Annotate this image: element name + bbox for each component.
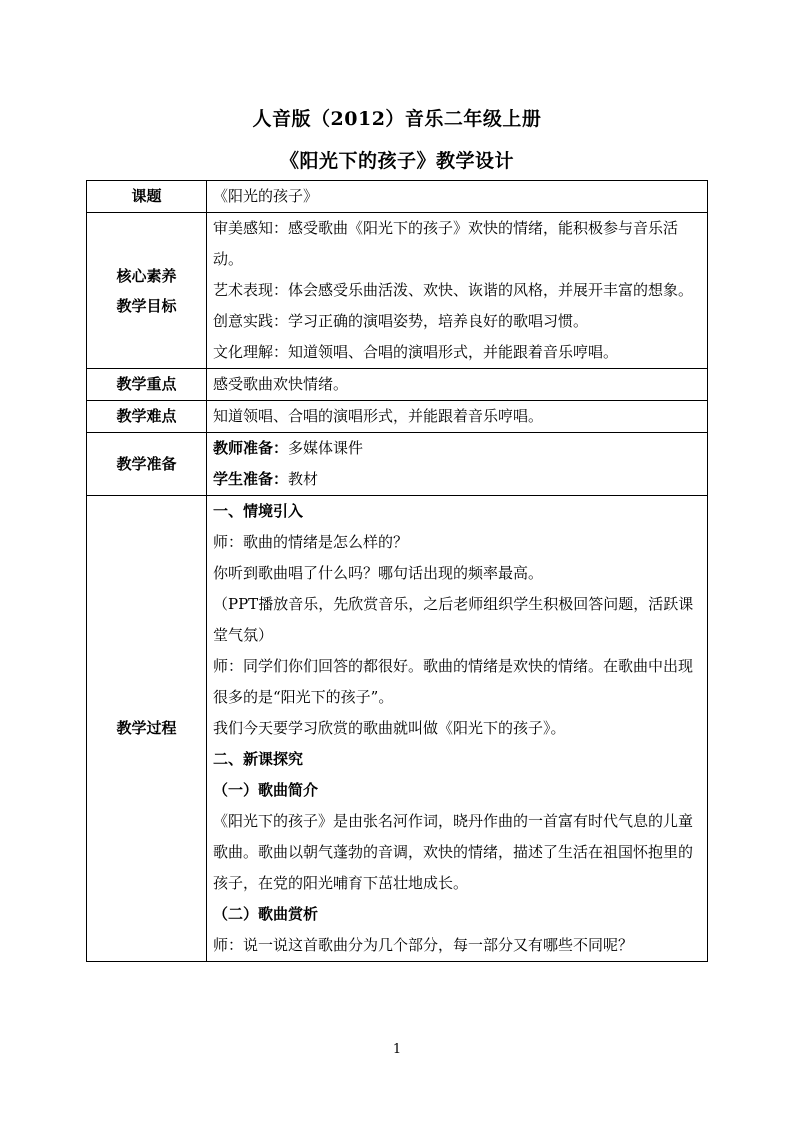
difficulty-label: 教学难点	[87, 401, 207, 433]
table-row-process	[87, 496, 708, 962]
difficulty-value: 知道领唱、合唱的演唱形式，并能跟着音乐哼唱。	[207, 401, 708, 433]
objectives-label	[87, 213, 207, 369]
paragraph: 你听到歌曲唱了什么吗？哪句话出现的频率最高。	[213, 564, 544, 582]
document-title: 人音版（2012）音乐二年级上册	[252, 108, 542, 130]
paragraph: 《阳光下的孩子》是由张名河作词，晓丹作曲的一首富有时代气息的儿童歌曲。歌曲以朝气蓬勃的音调，欢快的情绪，描述了生活在祖国怀抱里的孩子，在党的阳光哺育下茁壮地成长。	[213, 812, 694, 892]
lesson-plan-table	[86, 180, 708, 962]
subsection-heading: （一）歌曲简介	[213, 781, 319, 799]
teacher-preparation-label: 教师准备：	[213, 439, 289, 457]
section-heading: 二、新课探究	[213, 750, 304, 768]
process-label: 教学过程	[87, 496, 207, 962]
paragraph: 师：同学们你们回答的都很好。歌曲的情绪是欢快的情绪。在歌曲中出现很多的是“阳光下的孩子”。	[213, 657, 694, 706]
objectives-label-line1: 核心素养	[116, 266, 177, 285]
objectives-label-line2: 教学目标	[116, 296, 177, 315]
table-row-objectives	[87, 213, 708, 369]
paragraph: 我们今天要学习欣赏的歌曲就叫做《阳光下的孩子》。	[213, 719, 566, 737]
page-number: 1	[392, 1042, 402, 1057]
preparation-label: 教学准备	[87, 433, 207, 496]
paragraph: 师：歌曲的情绪是怎么样的？	[213, 533, 409, 551]
subsection-heading: （二）歌曲赏析	[213, 905, 319, 923]
objective-item: 文化理解：知道领唱、合唱的演唱形式，并能跟着音乐哼唱。	[213, 343, 619, 361]
teacher-preparation	[213, 433, 700, 464]
student-preparation-value: 教材	[288, 470, 319, 488]
objective-item: 审美感知：感受歌曲《阳光下的孩子》欢快的情绪，能积极参与音乐活动。	[213, 219, 679, 268]
key-point-value: 感受歌曲欢快情绪。	[207, 369, 708, 401]
paragraph: （PPT播放音乐，先欣赏音乐，之后老师组织学生积极回答问题，活跃课堂气氛）	[213, 595, 694, 644]
key-point-label: 教学重点	[87, 369, 207, 401]
section-heading: 一、情境引入	[213, 502, 304, 520]
process-content	[207, 496, 708, 962]
objective-item: 艺术表现：体会感受乐曲活泼、欢快、诙谐的风格，并展开丰富的想象。	[213, 281, 694, 299]
student-preparation-label: 学生准备：	[213, 470, 289, 488]
teacher-preparation-value: 多媒体课件	[288, 439, 364, 457]
table-row-topic	[87, 181, 708, 213]
topic-label: 课题	[87, 181, 207, 213]
preparation-content	[207, 433, 708, 496]
objective-item: 创意实践：学习正确的演唱姿势，培养良好的歌唱习惯。	[213, 312, 589, 330]
topic-value: 《阳光的孩子》	[207, 181, 708, 213]
document-subtitle: 《阳光下的孩子》教学设计	[279, 150, 514, 172]
table-row-key-point	[87, 369, 708, 401]
paragraph: 师：说一说这首歌曲分为几个部分，每一部分又有哪些不同呢？	[213, 936, 634, 954]
table-row-preparation	[87, 433, 708, 496]
student-preparation	[213, 464, 700, 495]
objectives-content	[207, 213, 708, 369]
table-row-difficulty	[87, 401, 708, 433]
